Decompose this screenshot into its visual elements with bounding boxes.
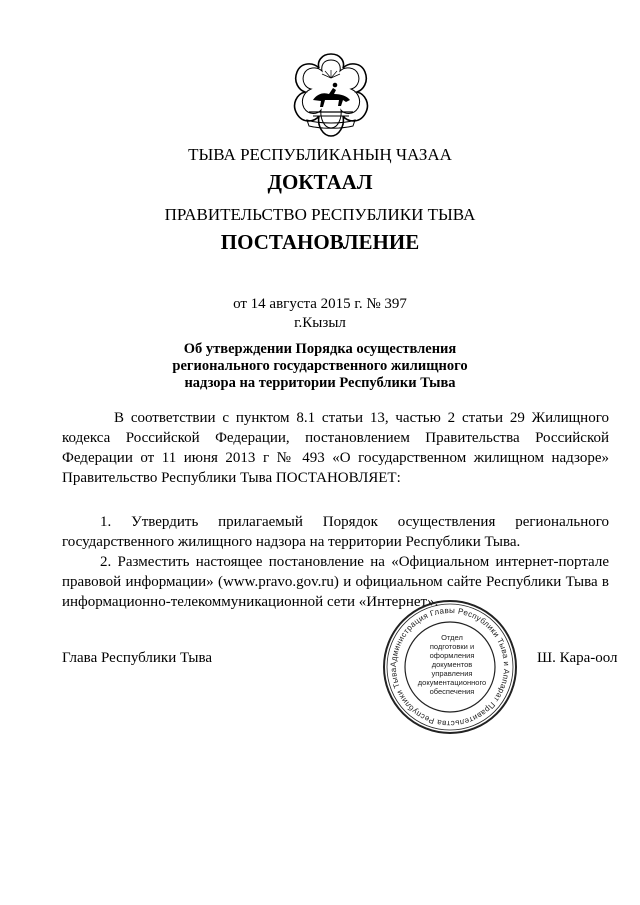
- signatory-name: Ш. Кара-оол: [537, 650, 618, 666]
- decree-item-2: 2. Разместить настоящее постановление на «Официальном интернет-портале правовой информации» (www.pravo.gov.ru) и официальном сайте Республики Тыва в информационно-телекоммуникационной сети «Интернет».: [62, 554, 609, 610]
- seal-line: обеспечения: [429, 687, 475, 696]
- title-line: Об утверждении Порядка осуществления: [183, 341, 457, 357]
- decree-item-1: 1. Утвердить прилагаемый Порядок осуществления регионального государственного жилищного надзора на территории Республики Тыва.: [62, 514, 609, 550]
- seal-line: подготовки и: [429, 642, 475, 651]
- seal-line: управления: [431, 669, 473, 678]
- seal-inner-text: [412, 633, 492, 696]
- russian-org-name: ПРАВИТЕЛЬСТВО РЕСПУБЛИКИ ТЫВА: [164, 205, 476, 224]
- russian-doc-type: ПОСТАНОВЛЕНИЕ: [220, 230, 420, 254]
- signatory-position: Глава Республики Тыва: [62, 650, 213, 666]
- seal-line: Отдел: [441, 633, 463, 642]
- seal-outer-text: Администрация Главы Республики Тыва и Аппарат Правительства Республики Тыва: [388, 605, 512, 729]
- coat-of-arms-tuva-icon: [283, 50, 379, 142]
- document-date-number: от 14 августа 2015 г. № 397: [233, 296, 407, 312]
- tuvan-org-name: ТЫВА РЕСПУБЛИКАНЫҢ ЧАЗАА: [188, 145, 452, 164]
- tuvan-doc-type: ДОКТААЛ: [267, 170, 373, 194]
- document-title: [170, 341, 470, 392]
- seal-line: оформления документов: [429, 651, 475, 669]
- title-line: надзора на территории Республики Тыва: [184, 375, 456, 391]
- intro-paragraph: В соответствии с пунктом 8.1 статьи 13, частью 2 статьи 29 Жилищного кодекса Российской Федерации, постановлением Правительства Российской Федерации от 11 июня 2013 г № 493 «О государственном жилищном надзоре» Правительство Республики Тыва ПОСТАНОВЛЯЕТ:: [62, 410, 609, 486]
- seal-line: документационного: [417, 678, 487, 687]
- title-line: регионального государственного жилищного: [172, 358, 468, 374]
- document-city: г.Кызыл: [294, 315, 346, 331]
